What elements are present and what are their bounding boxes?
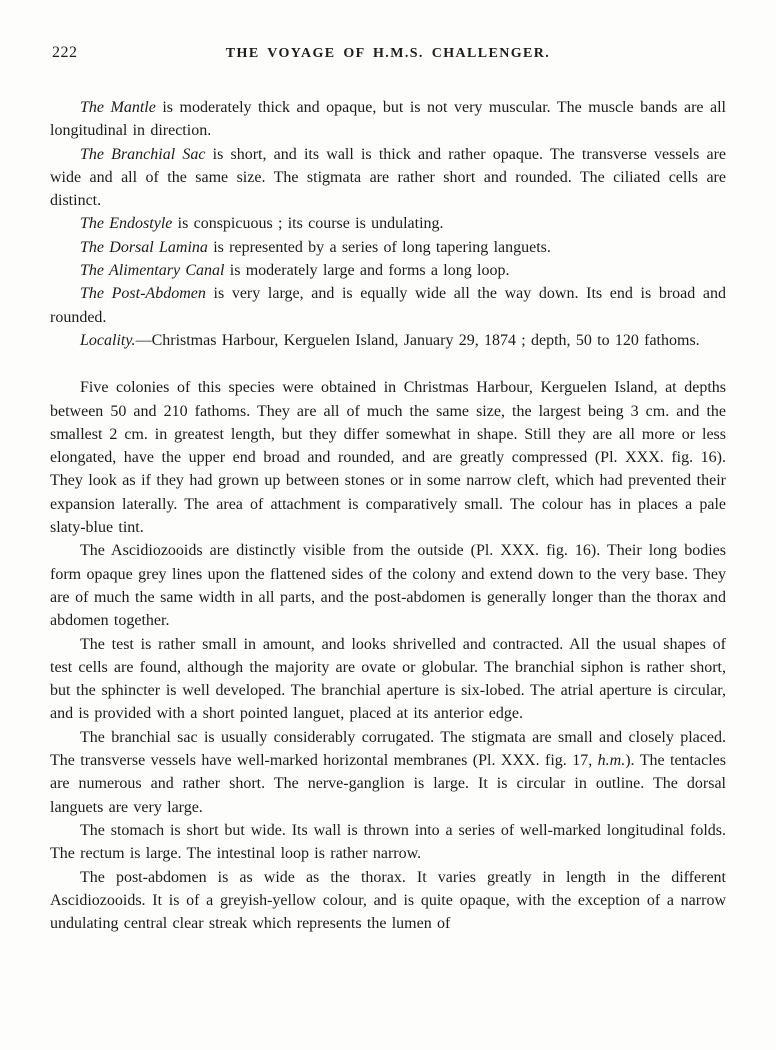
paragraph-text: The Ascidiozooids are distinctly visible from the outside (Pl. XXX. fig. 16). Their long bodies form opaque grey lines upon the flattened sides of the colony and extend down to the very base. They are of much the same width in all parts, and the post-abdomen is generally longer than the thorax and abdomen together. — [50, 542, 726, 630]
running-title: THE VOYAGE OF H.M.S. CHALLENGER. — [225, 46, 551, 61]
paragraph — [50, 282, 726, 329]
paragraph-text: is conspicuous ; its course is undulating. — [172, 215, 444, 233]
italic-term: h.m. — [597, 752, 626, 770]
italic-term: The Dorsal Lamina — [80, 238, 208, 256]
italic-term: The Alimentary Canal — [80, 262, 225, 280]
paragraph-text: Five colonies of this species were obtained in Christmas Harbour, Kerguelen Island, at depths between 50 and 210 fathoms. They are all of much the same size, the largest being 3 cm. and the smallest 2 cm. in greatest length, but they differ somewhat in shape. Still they are all more or less elongated, have the upper end broad and rounded, and are greatly compressed (Pl. XXX. fig. 16). They look as if they had grown up between stones or in some narrow cleft, which had prevented their expansion laterally. The area of attachment is comparatively small. The colour has in places a pale slaty-blue tint. — [50, 379, 726, 537]
page-number: 222 — [52, 44, 78, 61]
paragraph — [50, 236, 726, 259]
paragraph-text: is moderately thick and opaque, but is not very muscular. The muscle bands are all longitudinal in direction. — [50, 99, 726, 140]
paragraph-text: —Christmas Harbour, Kerguelen Island, January 29, 1874 ; depth, 50 to 120 fathoms. — [135, 331, 700, 349]
paragraph-text: The test is rather small in amount, and looks shrivelled and contracted. All the usual shapes of test cells are found, although the majority are ovate or globular. The branchial siphon is rather short, but the sphincter is well developed. The branchial aperture is six-lobed. The atrial aperture is circular, and is provided with a short pointed languet, placed at its anterior edge. — [50, 635, 726, 723]
paragraph-text: The post-abdomen is as wide as the thorax. It varies greatly in length in the different Ascidiozooids. It is of a greyish-yellow colour, and is quite opaque, with the exception of a narrow undulating central clear streak which represents the lumen of — [50, 868, 726, 933]
running-head — [50, 44, 726, 64]
paragraph — [50, 819, 726, 866]
paragraph-text: is short, and its wall is thick and rather opaque. The transverse vessels are wide and all of the same size. The stigmata are rather short and rounded. The ciliated cells are distinct. — [50, 145, 727, 210]
body-text — [50, 96, 726, 935]
paragraph-text: The stomach is short but wide. Its wall is thrown into a series of well-marked longitudinal folds. The rectum is large. The intestinal loop is rather narrow. — [50, 821, 726, 863]
paragraph-locality — [50, 329, 726, 352]
paragraph-text: ). The tentacles are numerous and rather short. The nerve-ganglion is large. It is circular in outline. The dorsal languets are very large. — [50, 752, 726, 816]
paragraph — [50, 96, 726, 143]
paragraph — [50, 212, 726, 235]
italic-term: Locality. — [80, 331, 136, 349]
italic-term: The Branchial Sac — [80, 145, 206, 163]
section-discussion — [50, 376, 726, 935]
paragraph-text: is represented by a series of long tapering languets. — [207, 238, 551, 256]
paragraph-text: is moderately large and forms a long loop. — [224, 262, 510, 280]
paragraph — [50, 866, 726, 936]
italic-term: The Endostyle — [80, 215, 173, 233]
italic-term: The Post-Abdomen — [80, 285, 206, 303]
paragraph — [50, 539, 726, 632]
paragraph — [50, 259, 726, 282]
paragraph-text: is very large, and is equally wide all the way down. Its end is broad and rounded. — [50, 285, 727, 326]
italic-term: The Mantle — [80, 99, 156, 116]
paragraph-text: The branchial sac is usually considerably corrugated. The stigmata are small and closely placed. The transverse vessels have well-marked horizontal membranes (Pl. XXX. fig. 17, — [50, 728, 726, 770]
paragraph — [50, 143, 726, 213]
paragraph — [50, 376, 726, 539]
paragraph — [50, 726, 726, 819]
section-species-description — [50, 96, 726, 352]
paragraph — [50, 633, 726, 726]
